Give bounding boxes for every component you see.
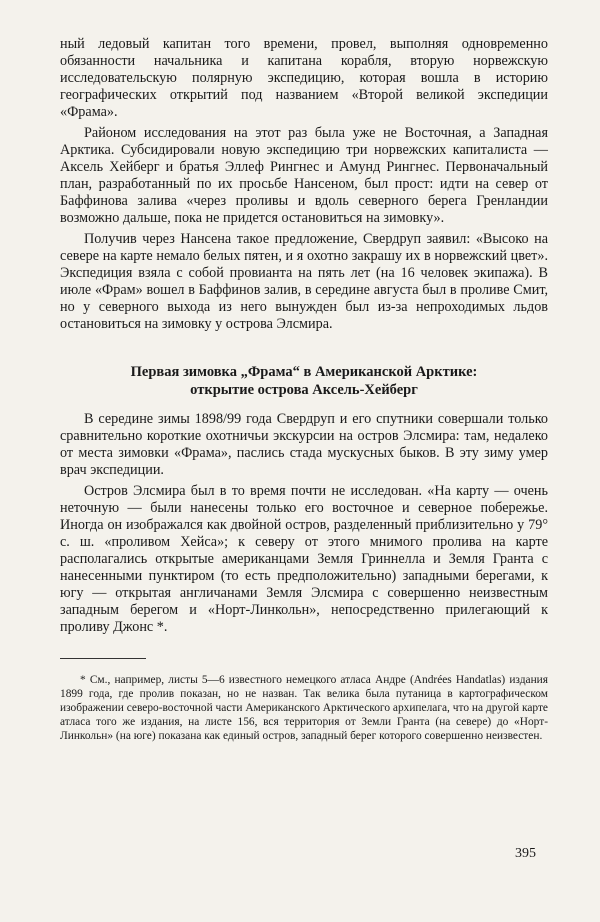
section-title-line-2: открытие острова Аксель-Хейберг <box>190 382 418 398</box>
book-page <box>60 36 548 743</box>
paragraph-4: В середине зимы 1898/99 года Свердруп и его спутники совершали только сравнительно короткие охотничьи экскурсии на остров Элсмира: там, недалеко от места зимовки «Фрама», паслись стада мускусных быков. В эту зиму умер врач экспедиции. <box>60 411 548 478</box>
section-title <box>60 363 548 399</box>
footnote: * См., например, листы 5—6 известного немецкого атласа Андре (Andrées Handatlas) издания 1899 года, где пролив показан, но не назван. Так велика была путаница в картографическом изображении северо-восточной части Американского Арктического архипелага, что на другой карте атласа того же издания, на листе 156, вся территория от Земли Гранта (на севере) до «Норт-Линкольн» (на юге) показана как единый остров, западный берег которого совершенно неизвестен. <box>60 674 548 742</box>
page-number: 395 <box>515 846 536 861</box>
paragraph-5: Остров Элсмира был в то время почти не исследован. «На карту — очень неточную — были нанесены только его восточное и северное побережье. Иногда он изображался как двойной остров, разделенный приблизительно у 79° с. ш. «проливом Хейса»; к северу от этого мнимого пролива на карте располагались открытые американцами Земля Гриннелла и Земля Гранта с нанесенными пунктиром (то есть предположительно) западными берегами, к югу — открытая англичанами Земля Элсмира с совершенно неизвестным западным берегом и «Норт-Линкольн», непосредственно прилегающий к проливу Джонс *. <box>60 483 548 635</box>
section-title-line-1: Первая зимовка „Фрама“ в Американской Арктике: <box>130 364 478 380</box>
footnote-divider <box>60 658 146 659</box>
paragraph-2: Районом исследования на этот раз была уже не Восточная, а Западная Арктика. Субсидировали новую экспедицию три норвежских капиталиста — Аксель Хейберг и братья Эллеф Рингнес и Амунд Рингнес. Первоначальный план, разработанный по их просьбе Нансеном, был прост: идти на север от Баффинова залива «через проливы и вдоль северного берега Гренландии возможно дальше, пока не придется остановиться на зимовку». <box>60 125 548 226</box>
paragraph-3: Получив через Нансена такое предложение, Свердруп заявил: «Высоко на севере на карте немало белых пятен, и я охотно закрашу их в норвежский цвет». Экспедиция взяла с собой провианта на пять лет (на 16 человек экипажа). В июле «Фрам» вошел в Баффинов залив, в середине августа был в проливе Смит, но у северного выхода из него вынужден был из-за непроходимых льдов остановиться на зимовку у острова Элсмира. <box>60 231 548 332</box>
paragraph-1: ный ледовый капитан того времени, провел, выполняя одновременно обязанности начальника и капитана корабля, вторую норвежскую исследовательскую полярную экспедицию, которая вошла в историю географических открытий под названием «Второй великой экспедиции «Фрама». <box>60 36 548 120</box>
